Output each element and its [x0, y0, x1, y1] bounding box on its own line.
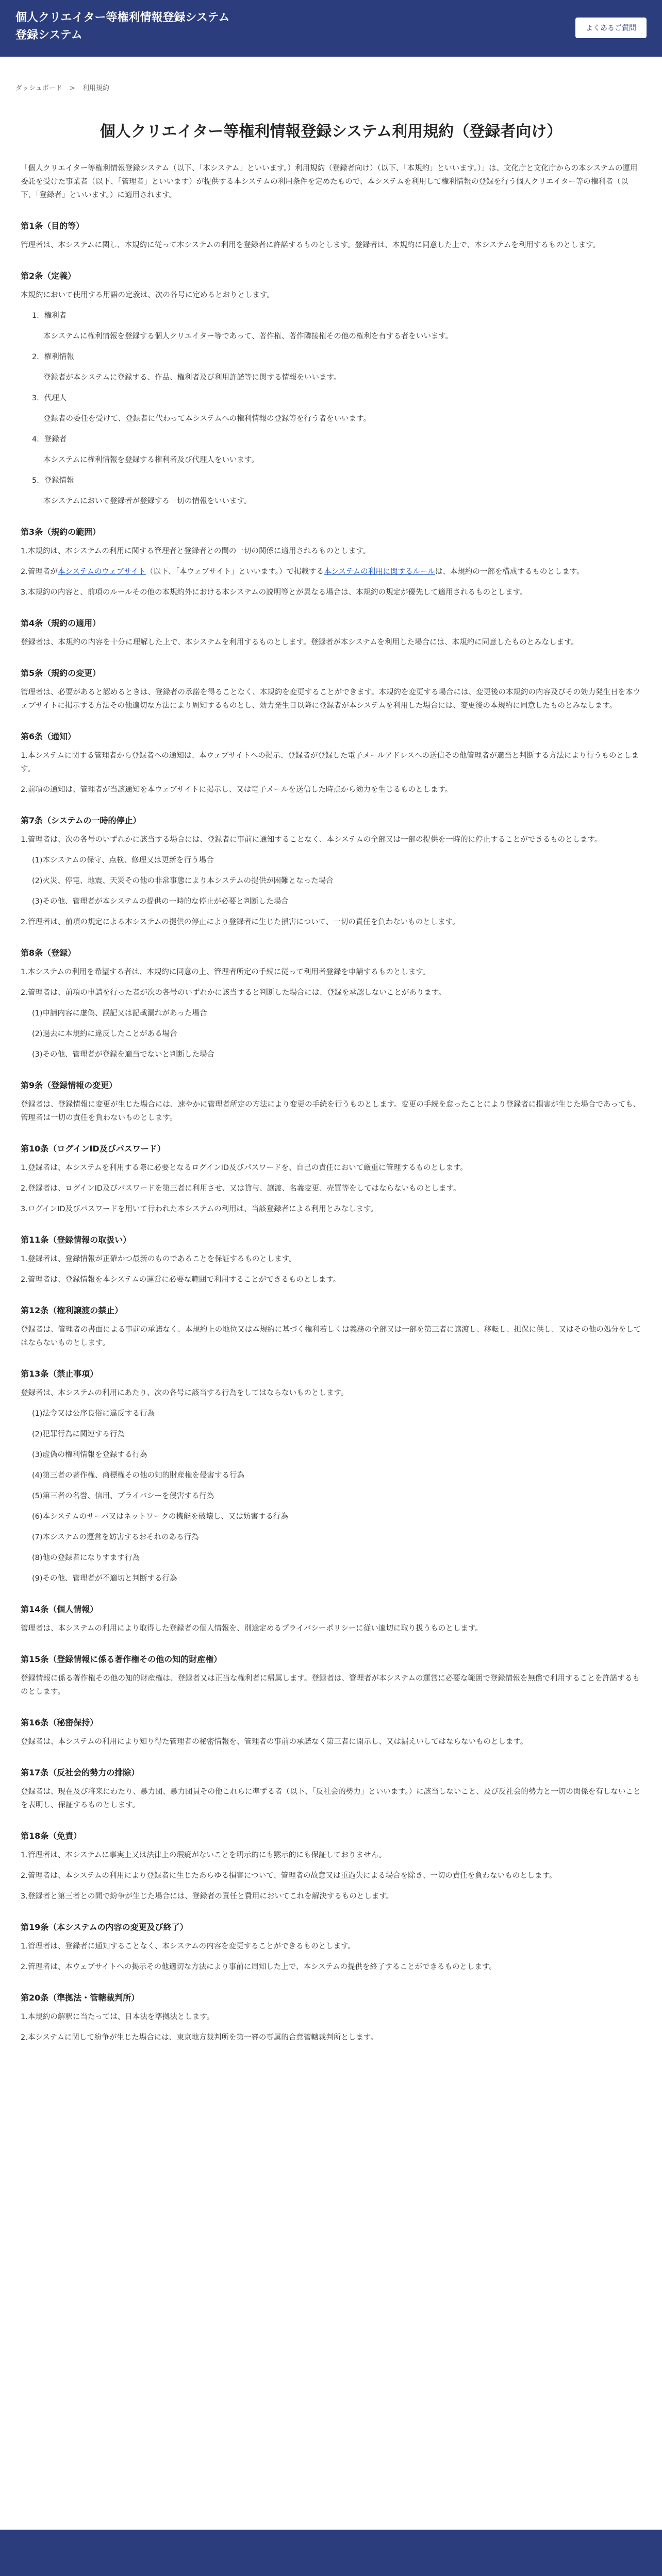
terms-document — [21, 103, 641, 2052]
article-13-item-4: (4)第三者の著作権、商標権その他の知的財産権を侵害する行為 — [32, 1471, 245, 1480]
article-13-item-2: (2)犯罪行為に関連する行為 — [32, 1430, 125, 1438]
article-19-title: 第19条（本システムの内容の変更及び終了） — [21, 1922, 188, 1932]
article-7-item-2: (2)火災、停電、地震、天災その他の非常事態により本システムの提供が困難となった場合 — [32, 877, 334, 885]
article-6-title: 第6条（通知） — [21, 732, 76, 741]
article-20-para-2: 2.本システムに関して紛争が生じた場合には、東京地方裁判所を第一審の専属的合意管轄裁判所とします。 — [21, 2033, 378, 2042]
page-title: 個人クリエイター等権利情報登録システム利用規約（登録者向け） — [100, 123, 562, 141]
article-10-para-1: 1.登録者は、本システムを利用する際に必要となるログインID及びパスワードを、自己の責任において厳重に管理するものとします。 — [21, 1164, 468, 1172]
article-3-para-2-a: 2.管理者が — [21, 568, 58, 576]
article-14-title: 第14条（個人情報） — [21, 1604, 98, 1614]
article-16-title: 第16条（秘密保持） — [21, 1718, 98, 1727]
article-17-title: 第17条（反社会的勢力の排除） — [21, 1768, 140, 1777]
definition-3-heading: 3．代理人 — [32, 394, 67, 402]
site-footer — [0, 2530, 662, 2576]
definition-2-text: 登録者が本システムに登録する、作品、権利者及び利用許諾等に関する情報をいいます。 — [43, 374, 341, 382]
article-14-text: 管理者は、本システムの利用により取得した登録者の個人情報を、別途定めるプライバシーポリシーに従い適切に取り扱うものとします。 — [21, 1624, 483, 1633]
article-2-title: 第2条（定義） — [21, 271, 76, 281]
article-13-item-5: (5)第三者の名誉、信用、プライバシーを侵害する行為 — [32, 1492, 214, 1500]
intro-paragraph: 「個人クリエイター等権利情報登録システム（以下、「本システム」といいます。）利用規約（登録者向け）（以下、「本規約」といいます。）」は、文化庁と文化庁からの本システムの運用委託を受けた事業者（以下、「管理者」といいます）が提供する本システムの利用条件を定めたもので、本システムを利用して権利情報の登録を行う個人クリエイター等の権利者（以下、「登録者」といいます。）に適用されます。 — [21, 164, 638, 199]
article-9-text: 登録者は、登録情報に変更が生じた場合には、速やかに管理者所定の方法により変更の手続を行うものとします。変更の手続を怠ったことにより登録者に損害が生じた場合であっても、管理者は一切の責任を負わないものとします。 — [21, 1100, 641, 1122]
article-8-item-1: (1)申請内容に虚偽、誤記又は記載漏れがあった場合 — [32, 1009, 207, 1018]
article-19-para-2: 2.管理者は、本ウェブサイトへの掲示その他適切な方法により事前に周知した上で、本システムの提供を終了することができるものとします。 — [21, 1963, 496, 1971]
article-11-para-1: 1.登録者は、登録情報が正確かつ最新のものであることを保証するものとします。 — [21, 1255, 296, 1263]
definition-1-text: 本システムに権利情報を登録する個人クリエイター等であって、著作権、著作隣接権その他の権利を有する者をいいます。 — [43, 332, 453, 341]
article-12-text: 登録者は、管理者の書面による事前の承諾なく、本規約上の地位又は本規約に基づく権利若しくは義務の全部又は一部を第三者に譲渡し、移転し、担保に供し、又はその他の処分をしてはならないものとします。 — [21, 1326, 641, 1347]
article-3-para-1: 1.本規約は、本システムの利用に関する管理者と登録者との間の一切の関係に適用されるものとします。 — [21, 547, 371, 555]
article-6-para-1: 1.本システムに関する管理者から登録者への通知は、本ウェブサイトへの掲示、登録者が登録した電子メールアドレスへの送信その他管理者が適当と判断する方法により行うものとします。 — [21, 752, 639, 773]
breadcrumb-home[interactable]: ダッシュボード — [15, 84, 62, 92]
article-3-title: 第3条（規約の範囲） — [21, 527, 101, 537]
article-18-para-2: 2.管理者は、本システムの利用により登録者に生じたあらゆる損害について、管理者の故意又は重過失による場合を除き、一切の責任を負わないものとします。 — [21, 1872, 557, 1880]
faq-button[interactable]: よくあるご質問 — [575, 18, 647, 38]
usage-rules-link[interactable]: 本システムの利用に関するルール — [324, 568, 435, 576]
article-11-para-2: 2.管理者は、登録情報を本システムの運営に必要な範囲で利用することができるものとします。 — [21, 1276, 341, 1284]
article-13-item-1: (1)法令又は公序良俗に違反する行為 — [32, 1410, 155, 1418]
article-20-title: 第20条（準拠法・管轄裁判所） — [21, 1993, 140, 2003]
article-18-para-3: 3.登録者と第三者との間で紛争が生じた場合には、登録者の責任と費用においてこれを解決するものとします。 — [21, 1892, 394, 1901]
article-13-item-9: (9)その他、管理者が不適切と判断する行為 — [32, 1574, 177, 1583]
article-3-para-2-c: は、本規約の一部を構成するものとします。 — [435, 568, 584, 576]
article-16-text: 登録者は、本システムの利用により知り得た管理者の秘密情報を、管理者の事前の承諾なく第三者に開示し、又は漏えいしてはならないものとします。 — [21, 1738, 528, 1746]
definition-1-heading: 1．権利者 — [32, 312, 67, 320]
article-8-para-1: 1.本システムの利用を希望する者は、本規約に同意の上、管理者所定の手続に従って利用者登録を申請するものとします。 — [21, 968, 431, 976]
article-8-item-3: (3)その他、管理者が登録を適当でないと判断した場合 — [32, 1050, 215, 1059]
article-7-item-1: (1)本システムの保守、点検、修理又は更新を行う場合 — [32, 856, 214, 865]
definition-3-text: 登録者の委任を受けて、登録者に代わって本システムへの権利情報の登録等を行う者をいいます。 — [43, 415, 371, 423]
definition-2-heading: 2．権利情報 — [32, 353, 74, 361]
article-7-title: 第7条（システムの一時的停止） — [21, 816, 141, 825]
breadcrumb-separator: > — [69, 84, 75, 92]
article-17-text: 登録者は、現在及び将来にわたり、暴力団、暴力団員その他これらに準ずる者（以下、「反社会的勢力」といいます。）に該当しないこと、及び反社会的勢力と一切の関係を有しないことを表明し、保証するものとします。 — [21, 1788, 641, 1809]
system-website-link[interactable]: 本システムのウェブサイト — [57, 568, 146, 576]
site-title-line2: 登録システム — [15, 29, 82, 42]
article-13-item-7: (7)本システムの運営を妨害するおそれのある行為 — [32, 1533, 199, 1541]
article-10-para-3: 3.ログインID及びパスワードを用いて行われた本システムの利用は、当該登録者による利用とみなします。 — [21, 1205, 378, 1213]
article-13-item-3: (3)虚偽の権利情報を登録する行為 — [32, 1451, 147, 1459]
article-4-text: 登録者は、本規約の内容を十分に理解した上で、本システムを利用するものとします。登録者が本システムを利用した場合には、本規約に同意したものとみなします。 — [21, 638, 578, 647]
article-13-item-8: (8)他の登録者になりすます行為 — [32, 1554, 140, 1562]
article-12-title: 第12条（権利譲渡の禁止） — [21, 1306, 123, 1315]
article-15-text: 登録情報に係る著作権その他の知的財産権は、登録者又は正当な権利者に帰属します。登録者は、管理者が本システムの運営に必要な範囲で登録情報を無償で利用することを許諾するものとします。 — [21, 1674, 640, 1696]
article-7-item-3: (3)その他、管理者が本システムの提供の一時的な停止が必要と判断した場合 — [32, 897, 289, 906]
article-1-title: 第1条（目的等） — [21, 221, 85, 231]
article-5-title: 第5条（規約の変更） — [21, 668, 101, 678]
article-4-title: 第4条（規約の適用） — [21, 618, 101, 628]
article-18-title: 第18条（免責） — [21, 1831, 82, 1841]
breadcrumb-current: 利用規約 — [82, 84, 109, 92]
article-3-para-2 — [21, 565, 641, 579]
article-18-para-1: 1.管理者は、本システムに事実上又は法律上の瑕疵がないことを明示的にも黙示的にも保証しておりません。 — [21, 1851, 387, 1859]
article-8-para-2: 2.管理者は、前項の申請を行った者が次の各号のいずれかに該当すると判断した場合には、登録を承認しないことがあります。 — [21, 989, 446, 997]
article-3-para-2-b: （以下、「本ウェブサイト」といいます。）で掲載する — [145, 568, 324, 576]
definition-5-heading: 5．登録情報 — [32, 477, 74, 485]
article-3-para-3: 3.本規約の内容と、前項のルールその他の本規約外における本システムの説明等とが異なる場合は、本規約の規定が優先して適用されるものとします。 — [21, 588, 527, 597]
site-title-line1: 個人クリエイター等権利情報登録システム — [15, 11, 230, 24]
article-13-lead: 登録者は、本システムの利用にあたり、次の各号に該当する行為をしてはならないものとします。 — [21, 1389, 349, 1397]
article-13-title: 第13条（禁止事項） — [21, 1369, 98, 1379]
definition-4-heading: 4．登録者 — [32, 435, 67, 444]
article-8-item-2: (2)過去に本規約に違反したことがある場合 — [32, 1030, 177, 1038]
article-5-text: 管理者は、必要があると認めるときは、登録者の承諾を得ることなく、本規約を変更することができます。本規約を変更する場合には、変更後の本規約の内容及びその効力発生日を本ウェブサイトに掲示する方法その他適切な方法により周知するものとし、効力発生日以降に登録者が本システムを利用した場合には、変更後の本規約に同意したものとみなします。 — [21, 688, 641, 710]
definition-5-text: 本システムにおいて登録者が登録する一切の情報をいいます。 — [43, 497, 252, 505]
article-7-para-1: 1.管理者は、次の各号のいずれかに該当する場合には、登録者に事前に通知することなく、本システムの全部又は一部の提供を一時的に停止することができるものとします。 — [21, 836, 602, 844]
article-13-item-6: (6)本システムのサーバ又はネットワークの機能を破壊し、又は妨害する行為 — [32, 1513, 288, 1521]
article-10-title: 第10条（ログインID及びパスワード） — [21, 1144, 166, 1154]
article-2-lead: 本規約において使用する用語の定義は、次の各号に定めるとおりとします。 — [21, 291, 274, 299]
article-1-text: 管理者は、本システムに関し、本規約に従って本システムの利用を登録者に許諾するものとします。登録者は、本規約に同意した上で、本システムを利用するものとします。 — [21, 241, 601, 249]
article-11-title: 第11条（登録情報の取扱い） — [21, 1235, 131, 1245]
article-9-title: 第9条（登録情報の変更） — [21, 1080, 118, 1090]
article-20-para-1: 1.本規約の解釈に当たっては、日本法を準拠法とします。 — [21, 2013, 214, 2021]
article-10-para-2: 2.登録者は、ログインID及びパスワードを第三者に利用させ、又は貸与、譲渡、名義変更、売買等をしてはならないものとします。 — [21, 1184, 461, 1193]
article-7-para-2: 2.管理者は、前項の規定による本システムの提供の停止により登録者に生じた損害について、一切の責任を負わないものとします。 — [21, 918, 460, 926]
site-title[interactable] — [15, 9, 229, 44]
article-19-para-1: 1.管理者は、登録者に通知することなく、本システムの内容を変更することができるものとします。 — [21, 1942, 355, 1951]
article-8-title: 第8条（登録） — [21, 948, 76, 958]
definition-4-text: 本システムに権利情報を登録する権利者及び代理人をいいます。 — [43, 456, 259, 464]
article-6-para-2: 2.前項の通知は、管理者が当該通知を本ウェブサイトに掲示し、又は電子メールを送信した時点から効力を生じるものとします。 — [21, 786, 453, 794]
breadcrumb — [15, 82, 109, 92]
site-header — [0, 0, 662, 57]
article-15-title: 第15条（登録情報に係る著作権その他の知的財産権） — [21, 1654, 222, 1664]
